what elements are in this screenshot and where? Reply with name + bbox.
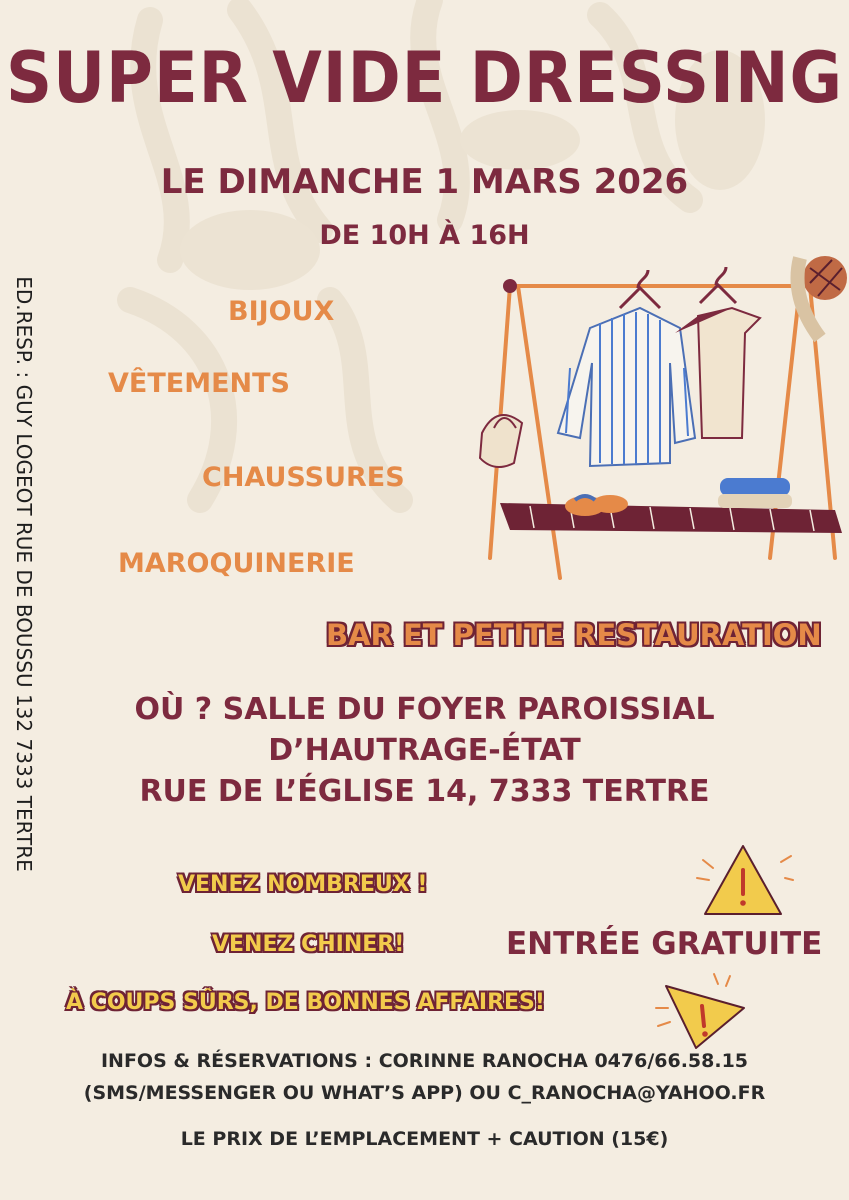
publisher-responsible: ED.RESP. : GUY LOGEOT RUE DE BOUSSU 132 7333 TERTRE: [12, 276, 36, 872]
warning-icon: [652, 968, 756, 1056]
slogan-venez-nombreux: VENEZ NOMBREUX !: [178, 872, 428, 897]
event-hours: DE 10H À 16H: [319, 220, 530, 251]
poster-title: SUPER VIDE DRESSING: [5, 38, 844, 120]
bar-restauration-label: BAR ET PETITE RESTAURATION: [326, 618, 822, 652]
address-line-2: D’HAUTRAGE-ÉTAT: [268, 733, 581, 768]
event-date: LE DIMANCHE 1 MARS 2026: [160, 162, 689, 202]
slogan-venez-chiner: VENEZ CHINER!: [212, 932, 405, 957]
category-bijoux: BIJOUX: [228, 296, 335, 327]
address-line-1: OÙ ? SALLE DU FOYER PAROISSIAL: [134, 692, 715, 727]
free-entry-label: ENTRÉE GRATUITE: [506, 926, 823, 962]
clothing-rack-illustration: [470, 238, 849, 588]
slogan-bonnes-affaires: À COUPS SÛRS, DE BONNES AFFAIRES!: [66, 990, 545, 1015]
address-line-3: RUE DE L’ÉGLISE 14, 7333 TERTRE: [139, 774, 710, 809]
category-chaussures: CHAUSSURES: [202, 462, 405, 493]
info-line-2: (SMS/MESSENGER OU WHAT’S APP) OU C_RANOCHA@YAHOO.FR: [83, 1082, 766, 1104]
price-info: LE PRIX DE L’EMPLACEMENT + CAUTION (15€): [180, 1128, 669, 1150]
info-line-1: INFOS & RÉSERVATIONS : CORINNE RANOCHA 0476/66.58.15: [100, 1050, 749, 1072]
category-maroquinerie: MAROQUINERIE: [118, 548, 355, 579]
warning-icon: [695, 840, 795, 920]
category-vetements: VÊTEMENTS: [108, 368, 290, 399]
